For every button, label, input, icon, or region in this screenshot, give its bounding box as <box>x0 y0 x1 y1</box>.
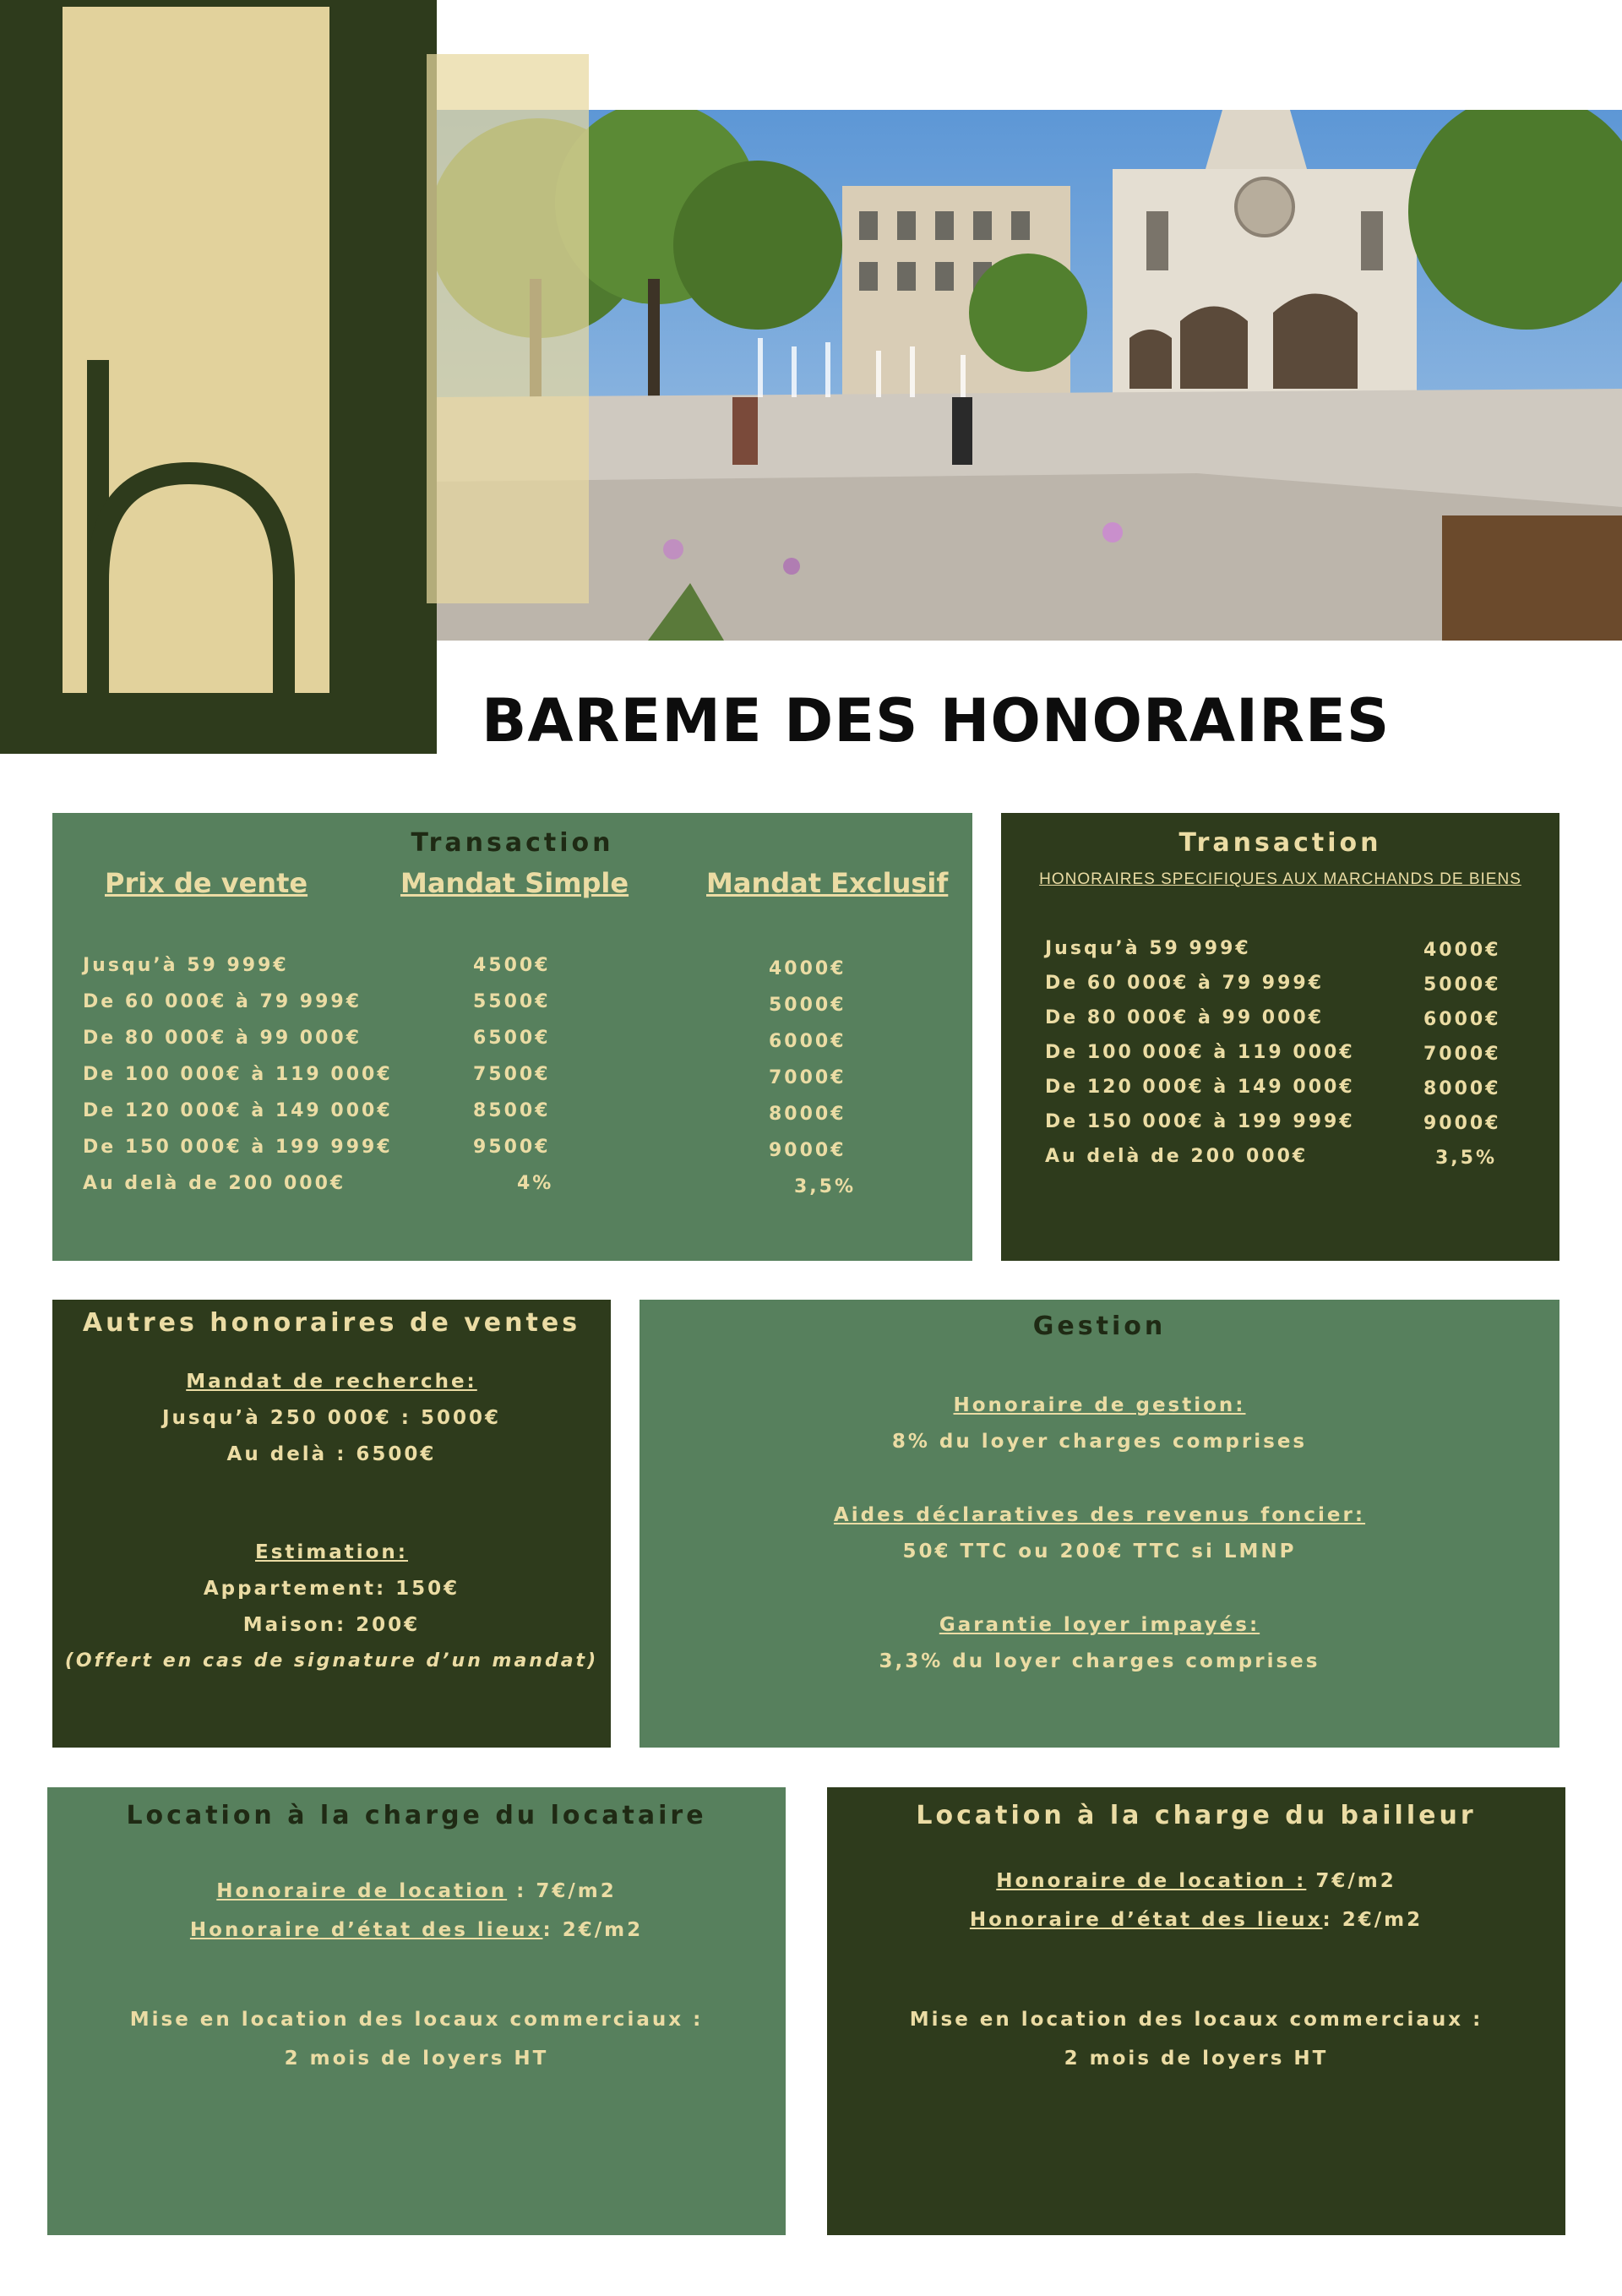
transaction-exclusive-value: 3,5% <box>794 1176 857 1197</box>
transaction-exclusive-value: 9000€ <box>769 1140 846 1161</box>
transaction-row-label: De 120 000€ à 149 000€ <box>83 1100 393 1121</box>
transaction-simple-value: 4500€ <box>473 955 551 976</box>
transaction-simple-value: 6500€ <box>473 1028 551 1049</box>
rental-landlord-fee-label: Honoraire de location : <box>996 1870 1307 1892</box>
dealers-row-value: 6000€ <box>1423 1009 1501 1030</box>
rental-landlord-fee-line <box>827 1870 1565 1892</box>
dealers-row-label: De 80 000€ à 99 000€ <box>1045 1007 1325 1028</box>
dealers-row-label: De 100 000€ à 119 000€ <box>1045 1042 1355 1063</box>
transaction-exclusive-value: 7000€ <box>769 1067 846 1088</box>
search-mandate-heading: Mandat de recherche: <box>186 1371 477 1393</box>
transaction-row-label: De 60 000€ à 79 999€ <box>83 991 362 1012</box>
dealers-row-label: De 150 000€ à 199 999€ <box>1045 1111 1355 1132</box>
transaction-row-label: De 100 000€ à 119 000€ <box>83 1064 393 1085</box>
rental-landlord-title: Location à la charge du bailleur <box>916 1801 1477 1830</box>
estimation-line: Maison: 200€ <box>242 1614 421 1636</box>
rental-tenant-fee-value: : 7€/m2 <box>507 1880 617 1902</box>
rental-landlord-commercial-line: Mise en location des locaux commerciaux : <box>909 2009 1483 2031</box>
dealers-row-value: 5000€ <box>1423 974 1501 995</box>
transaction-dealers-subtitle: HONORAIRES SPECIFIQUES AUX MARCHANDS DE BIENS <box>1039 870 1521 888</box>
dealers-row-value: 9000€ <box>1423 1113 1501 1134</box>
other-sales-title: Autres honoraires de ventes <box>82 1308 581 1338</box>
column-header-simple: Mandat Simple <box>400 867 629 899</box>
logo-background <box>63 7 329 693</box>
logo-block <box>0 0 437 754</box>
dealers-row-label: Au delà de 200 000€ <box>1045 1146 1309 1167</box>
column-header-exclusive: Mandat Exclusif <box>706 867 949 899</box>
management-title: Gestion <box>1032 1312 1167 1341</box>
rental-tenant-inventory-value: : 2€/m2 <box>542 1919 644 1941</box>
rental-tenant-commercial-line: 2 mois de loyers HT <box>284 2048 549 2070</box>
dealers-row-label: Jusqu’à 59 999€ <box>1045 938 1251 959</box>
guarantee-heading: Garantie loyer impayés: <box>939 1614 1260 1636</box>
rental-tenant-panel <box>47 1787 786 2235</box>
rental-landlord-inventory-label: Honoraire d’état des lieux <box>969 1909 1323 1931</box>
estimation-note: (Offert en cas de signature d’un mandat) <box>64 1650 599 1672</box>
transaction-simple-value: 4% <box>517 1173 554 1194</box>
dealers-row-value: 4000€ <box>1423 940 1501 961</box>
estimation-line: Appartement: 150€ <box>203 1578 460 1600</box>
rental-tenant-inventory-label: Honoraire d’état des lieux <box>189 1919 543 1941</box>
dealers-row-value: 3,5% <box>1435 1148 1498 1169</box>
estimation-heading: Estimation: <box>254 1541 409 1563</box>
guarantee-value: 3,3% du loyer charges comprises <box>879 1650 1320 1672</box>
transaction-exclusive-value: 6000€ <box>769 1031 846 1052</box>
management-fee-value: 8% du loyer charges comprises <box>891 1431 1308 1453</box>
rental-tenant-inventory-line <box>47 1919 786 1941</box>
transaction-exclusive-value: 5000€ <box>769 995 846 1016</box>
rental-landlord-inventory-line <box>827 1909 1565 1931</box>
transaction-title: Transaction <box>411 828 614 858</box>
column-header-price: Prix de vente <box>105 867 308 899</box>
hero-photo <box>437 110 1622 641</box>
tax-help-value: 50€ TTC ou 200€ TTC si LMNP <box>902 1541 1297 1562</box>
logo-h-icon <box>63 7 329 693</box>
transaction-simple-value: 5500€ <box>473 991 551 1012</box>
rental-tenant-commercial-line: Mise en location des locaux commerciaux : <box>129 2009 704 2031</box>
transaction-dealers-title: Transaction <box>1178 828 1382 858</box>
rental-landlord-panel <box>827 1787 1565 2235</box>
management-panel <box>640 1300 1559 1748</box>
transaction-exclusive-value: 4000€ <box>769 958 846 979</box>
dealers-row-value: 7000€ <box>1423 1044 1501 1065</box>
transaction-dealers-panel <box>1001 813 1559 1261</box>
rental-landlord-inventory-value: : 2€/m2 <box>1322 1909 1423 1931</box>
other-sales-panel <box>52 1300 611 1748</box>
transaction-row-label: Jusqu’à 59 999€ <box>83 955 289 976</box>
transaction-simple-value: 8500€ <box>473 1100 551 1121</box>
dealers-row-label: De 120 000€ à 149 000€ <box>1045 1077 1355 1098</box>
transaction-row-label: Au delà de 200 000€ <box>83 1173 346 1194</box>
dealers-row-label: De 60 000€ à 79 999€ <box>1045 973 1325 994</box>
transaction-row-label: De 80 000€ à 99 000€ <box>83 1028 362 1049</box>
search-mandate-line: Jusqu’à 250 000€ : 5000€ <box>162 1407 501 1429</box>
page-title: BAREME DES HONORAIRES <box>482 686 1391 755</box>
transaction-simple-value: 9500€ <box>473 1137 551 1158</box>
transaction-panel <box>52 813 972 1261</box>
rental-tenant-fee-line <box>47 1880 786 1902</box>
rental-landlord-commercial-line: 2 mois de loyers HT <box>1064 2048 1329 2070</box>
transaction-simple-value: 7500€ <box>473 1064 551 1085</box>
transaction-row-label: De 150 000€ à 199 999€ <box>83 1137 393 1158</box>
photo-overlay <box>427 54 589 603</box>
transaction-exclusive-value: 8000€ <box>769 1104 846 1125</box>
management-fee-heading: Honoraire de gestion: <box>953 1394 1246 1416</box>
tax-help-heading: Aides déclaratives des revenus foncier: <box>833 1504 1366 1526</box>
rental-tenant-title: Location à la charge du locataire <box>126 1801 707 1830</box>
rental-landlord-fee-value: 7€/m2 <box>1306 1870 1396 1892</box>
search-mandate-line: Au delà : 6500€ <box>226 1443 437 1465</box>
rental-tenant-fee-label: Honoraire de location <box>216 1880 508 1902</box>
dealers-row-value: 8000€ <box>1423 1078 1501 1099</box>
